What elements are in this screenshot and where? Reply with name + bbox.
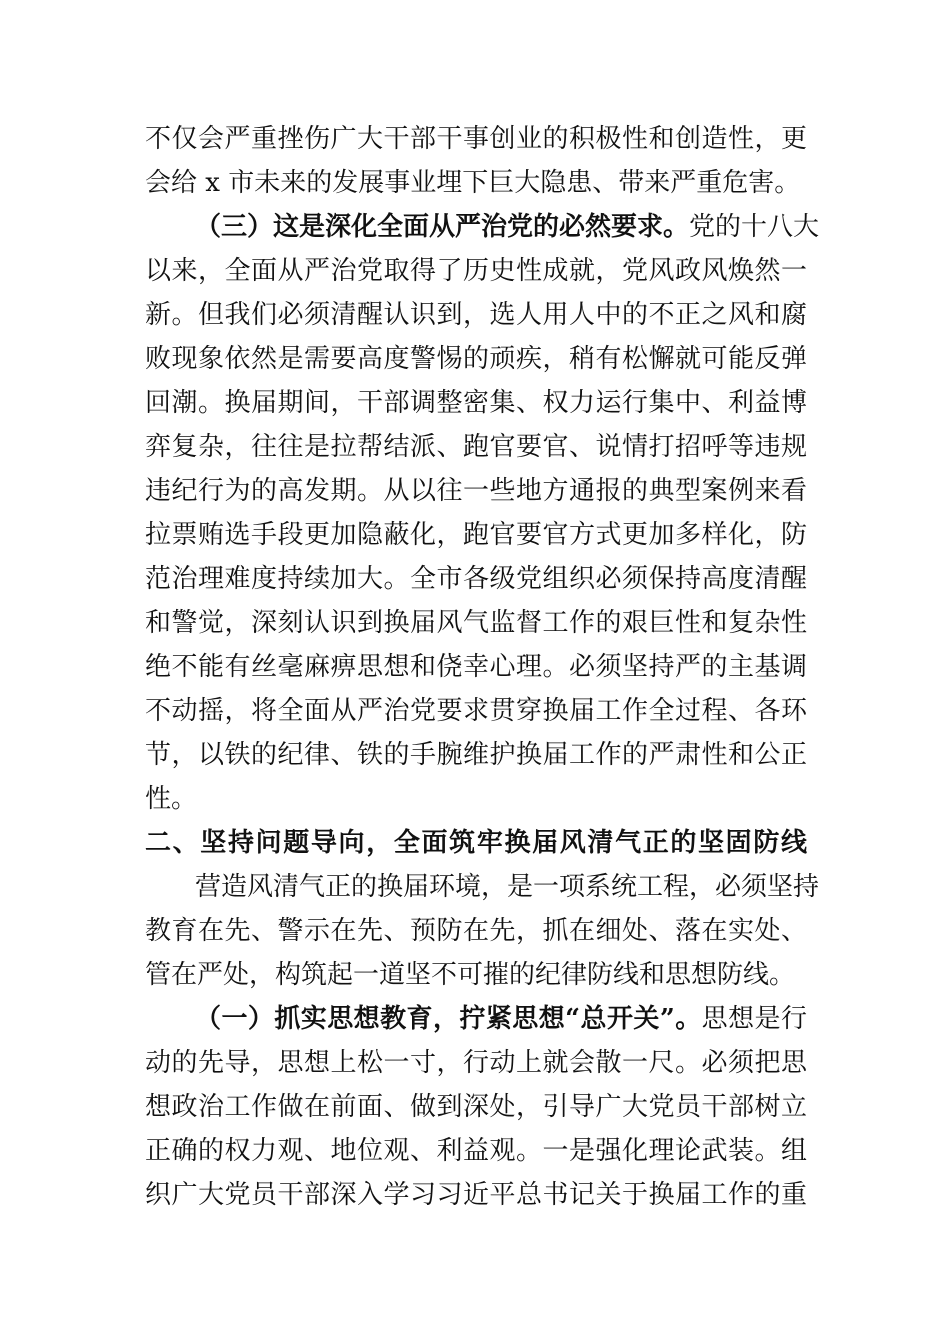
text-line: 不仅会严重挫伤广大干部干事创业的积极性和创造性，更: [145, 124, 807, 154]
text-line: 节，以铁的纪律、铁的手腕维护换届工作的严肃性和公正: [145, 740, 807, 770]
subsection-heading-3: （三）这是深化全面从严治党的必然要求。: [195, 212, 690, 242]
text-line: 违纪行为的高发期。从以往一些地方通报的典型案例来看: [145, 476, 807, 506]
text-line: 教育在先、警示在先、预防在先，抓在细处、落在实处、: [145, 916, 807, 946]
paragraph-intro: [145, 865, 820, 997]
text-line: 管在严处，构筑起一道坚不可摧的纪律防线和思想防线。: [145, 960, 796, 990]
text-line: 会给 x 市未来的发展事业埋下巨大隐患、带来严重危害。: [145, 168, 801, 198]
text-line: 正确的权力观、地位观、利益观。一是强化理论武装。组: [145, 1136, 807, 1166]
paragraph-ideological-education: [145, 997, 807, 1217]
subsection-heading-1: （一）抓实思想教育，拧紧思想“总开关”。: [195, 1004, 702, 1034]
text-line: 织广大党员干部深入学习习近平总书记关于换届工作的重: [145, 1180, 807, 1210]
paragraph-first-line: [145, 997, 807, 1041]
paragraph-continuation: [145, 117, 807, 205]
text-line: 回潮。换届期间，干部调整密集、权力运行集中、利益博: [145, 388, 807, 418]
text-line: 和警觉，深刻认识到换届风气监督工作的艰巨性和复杂性: [145, 608, 807, 638]
text-line: 不动摇，将全面从严治党要求贯穿换届工作全过程、各环: [145, 696, 807, 726]
text-line: 绝不能有丝毫麻痹思想和侥幸心理。必须坚持严的主基调: [145, 652, 807, 682]
section-heading-2: 二、坚持问题导向，全面筑牢换届风清气正的坚固防线: [145, 828, 807, 858]
paragraph-first-line: [145, 205, 820, 249]
text-line: 范治理难度持续加大。全市各级党组织必须保持高度清醒: [145, 564, 807, 594]
text-line: 新。但我们必须清醒认识到，选人用人中的不正之风和腐: [145, 300, 807, 330]
text-line: 动的先导，思想上松一寸，行动上就会散一尺。必须把思: [145, 1048, 807, 1078]
text-line: 弈复杂，往往是拉帮结派、跑官要官、说情打招呼等违规: [145, 432, 807, 462]
text-line: 想政治工作做在前面、做到深处，引导广大党员干部树立: [145, 1092, 807, 1122]
text-line: 以来，全面从严治党取得了历史性成就，党风政风焕然一: [145, 256, 807, 286]
text-line: 性。: [145, 784, 198, 814]
text-line: 拉票贿选手段更加隐蔽化，跑官要官方式更加多样化，防: [145, 520, 807, 550]
text-line: 营造风清气正的换届环境，是一项系统工程，必须坚持: [195, 872, 820, 902]
text-span: 思想是行: [701, 1004, 807, 1034]
paragraph-strict-governance: [145, 205, 820, 821]
text-line: 败现象依然是需要高度警惕的顽疾，稍有松懈就可能反弹: [145, 344, 807, 374]
document-body: [145, 117, 820, 1217]
text-span: 党的十八大: [689, 212, 820, 242]
